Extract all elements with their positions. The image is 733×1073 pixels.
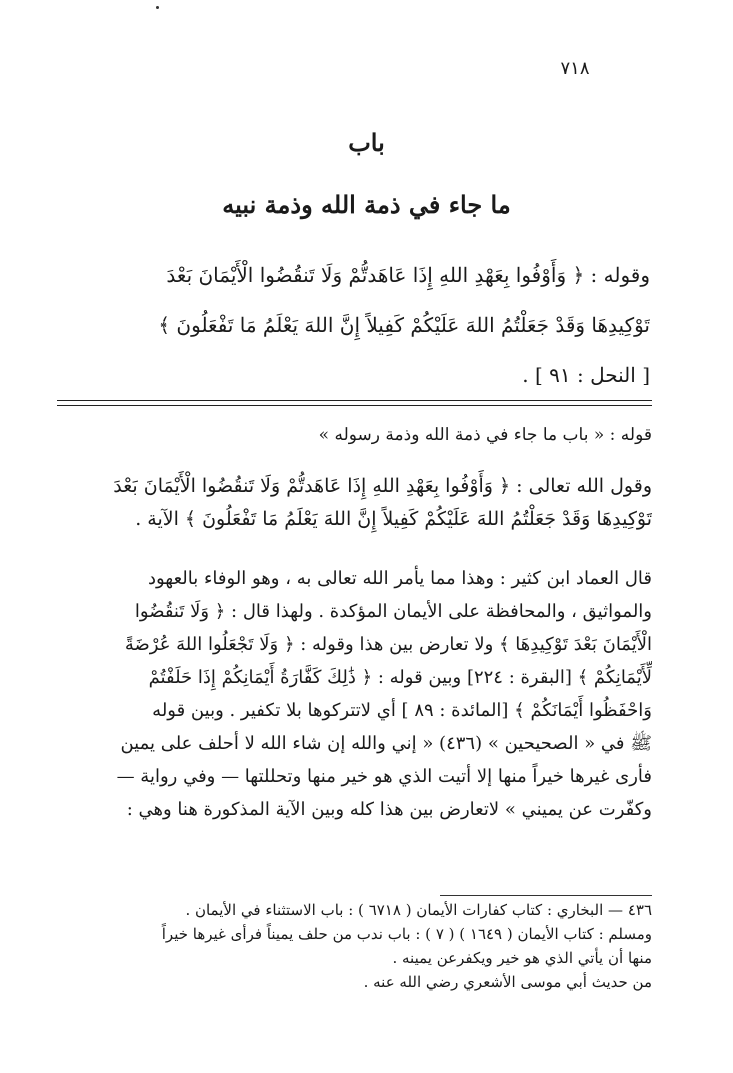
commentary-paragraph — [56, 562, 652, 826]
commentary-quote — [56, 470, 652, 536]
page-number: ٧١٨ — [560, 58, 590, 79]
footnote-divider — [440, 895, 652, 896]
verse-reference: [ النحل : ٩١ ] . — [522, 363, 650, 387]
footnote-line: ٤٣٦ — البخاري : كتاب كفارات الأيمان ( ٦٧١٨ ) : باب الاستثناء في الأيمان . — [185, 901, 652, 919]
paragraph-line: فأرى غيرها خيراً منها إلا أتيت الذي هو خير منها وتحللتها — وفي رواية — — [116, 766, 652, 787]
paragraph-line: لِّأَيْمَانِكُمْ ﴾ [البقرة : ٢٢٤] وبين قوله : ﴿ ذَٰلِكَ كَفَّارَةُ أَيْمَانِكُمْ إِذَا حَلَفْتُمْ — [148, 667, 652, 688]
verse-line: تَوْكِيدِهَا وَقَدْ جَعَلْتُمُ اللهَ عَلَيْكُمْ كَفِيلاً إِنَّ اللهَ يَعْلَمُ مَا تَفْعَلُونَ ﴾ — [158, 313, 650, 337]
footnote-line: منها أن يأتي الذي هو خير ويكفرعن يمينه . — [392, 949, 652, 967]
chapter-label: باب — [348, 128, 385, 157]
paragraph-line: وَاحْفَظُوا أَيْمَانَكُمْ ﴾ [المائدة : ٨٩ ] أي لاتتركوها بلا تكفير . وبين قوله — [152, 700, 652, 721]
divider-top — [57, 400, 652, 401]
paragraph-line: ﷺ في « الصحيحين » (٤٣٦) « إني والله إن شاء الله لا أحلف على يمين — [120, 733, 652, 754]
intro-line: قوله : « باب ما جاء في ذمة الله وذمة رسوله » — [318, 425, 652, 445]
commentary-intro — [56, 418, 652, 452]
chapter-title: ما جاء في ذمة الله وذمة نبيه — [222, 190, 511, 219]
paragraph-line: الْأَيْمَانَ بَعْدَ تَوْكِيدِهَا ﴾ ولا تعارض بين هذا وقوله : ﴿ وَلَا تَجْعَلُوا اللهَ عُرْضَةً — [124, 634, 652, 655]
quote-line: وقول الله تعالى : ﴿ وَأَوْفُوا بِعَهْدِ اللهِ إِذَا عَاهَدتُّمْ وَلَا تَنقُضُوا الْأَيْمَانَ بَعْدَ — [113, 475, 652, 497]
footnote-line: من حديث أبي موسى الأشعري رضي الله عنه . — [363, 973, 652, 991]
page-speck — [156, 6, 159, 9]
paragraph-line: وكفّرت عن يميني » لاتعارض بين هذا كله وبين الآية المذكورة هنا وهي : — [126, 799, 652, 820]
divider-bottom — [57, 405, 652, 406]
quote-line: تَوْكِيدِهَا وَقَدْ جَعَلْتُمُ اللهَ عَلَيْكُمْ كَفِيلاً إِنَّ اللهَ يَعْلَمُ مَا تَفْعَلُونَ ﴾ الآية . — [135, 508, 652, 530]
footnote-block — [56, 898, 652, 994]
quran-verse-block — [56, 250, 650, 400]
paragraph-line: قال العماد ابن كثير : وهذا مما يأمر الله تعالى به ، وهو الوفاء بالعهود — [147, 568, 652, 589]
paragraph-line: والمواثيق ، والمحافظة على الأيمان المؤكدة . ولهذا قال : ﴿ وَلَا تَنقُضُوا — [134, 601, 652, 622]
verse-line: وقوله : ﴿ وَأَوْفُوا بِعَهْدِ اللهِ إِذَا عَاهَدتُّمْ وَلَا تَنقُضُوا الْأَيْمَانَ بَعْدَ — [166, 263, 650, 287]
footnote-line: ومسلم : كتاب الأيمان ( ١٦٤٩ ) ( ٧ ) : باب ندب من حلف يميناً فرأى غيرها خيراً — [161, 925, 652, 943]
